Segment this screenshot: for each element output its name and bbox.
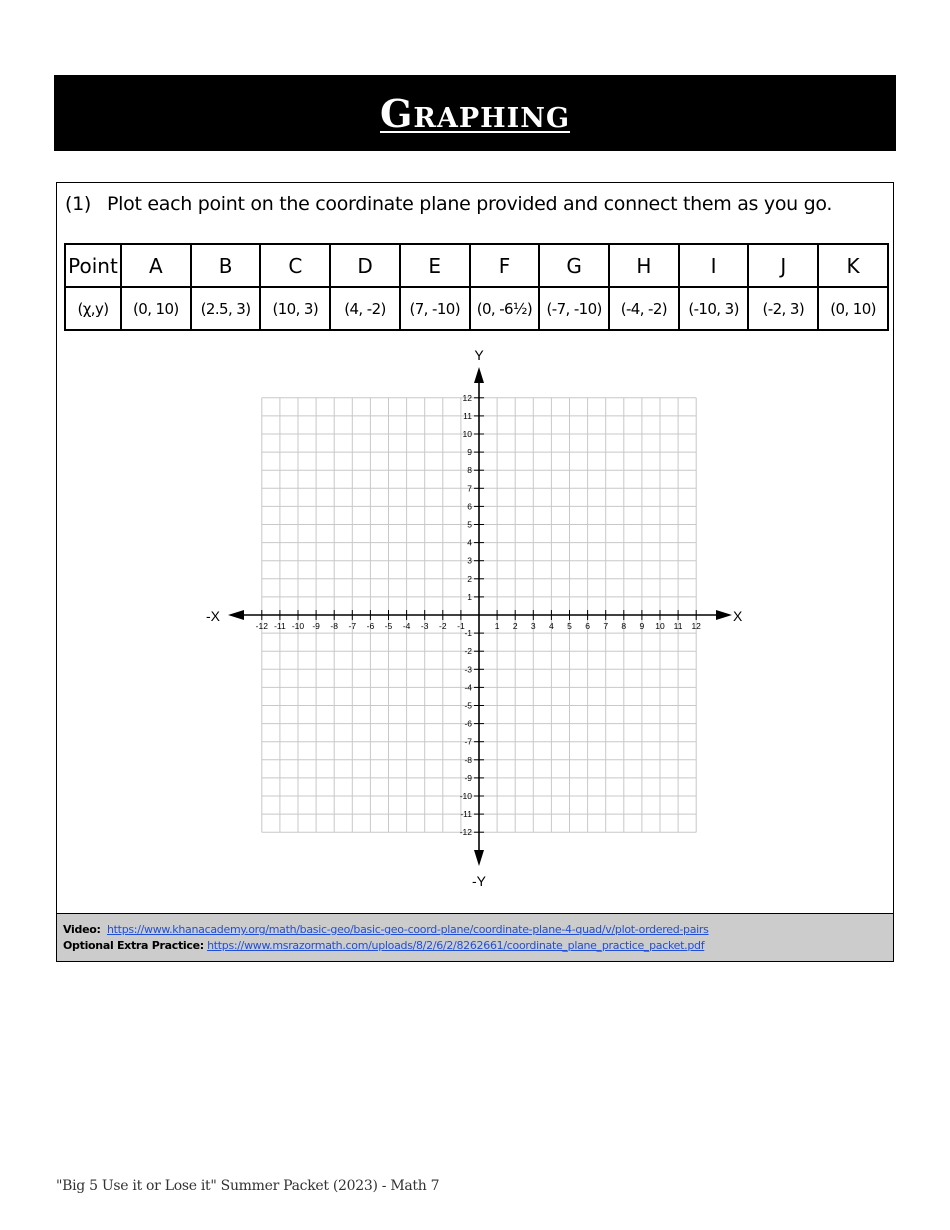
y-tick-label: 1 [467,591,472,602]
y-tick-label: 9 [467,447,472,458]
x-tick-label: -2 [439,621,447,631]
x-axis-arrow-left [228,610,244,620]
point-name-cell: H [609,244,679,287]
x-tick-label: 12 [691,621,701,631]
x-tick-label: -5 [384,621,393,631]
y-axis-arrow-up [474,367,484,383]
y-tick-label: -2 [464,646,472,657]
y-tick-label: -5 [464,700,472,711]
point-name-cell: C [260,244,330,287]
point-coord-cell: (0, -6½) [470,287,540,330]
point-coord-cell: (4, -2) [330,287,400,330]
point-name-cell: A [121,244,191,287]
problem-number: (1) [65,193,92,215]
y-tick-label: -4 [464,682,472,693]
x-tick-label: -9 [312,621,320,631]
video-label: Video: [63,923,101,936]
x-tick-label: 11 [673,621,683,631]
y-tick-label: -9 [464,772,472,783]
practice-label: Optional Extra Practice: [63,939,204,952]
point-coord-cell: (0, 10) [818,287,888,330]
y-axis-label: Y [474,347,484,363]
y-tick-label: -12 [459,827,472,838]
point-coord-cell: (7, -10) [400,287,470,330]
x-tick-label: -10 [291,621,305,631]
y-tick-label: 11 [463,410,472,421]
x-tick-label: -4 [402,621,411,631]
point-coord-cell: (-4, -2) [609,287,679,330]
video-link[interactable]: https://www.khanacademy.org/math/basic-geo/basic-geo-coord-plane/coordinate-plane-4-quad/v/plot-ordered-pairs [107,923,709,936]
point-name-cell: G [539,244,609,287]
x-axis-arrow-right [716,610,732,620]
table-row-label: (χ,y) [65,287,121,330]
y-tick-label: -7 [464,736,472,747]
point-coord-cell: (2.5, 3) [191,287,261,330]
x-tick-label: 5 [567,621,572,631]
x-tick-label: 7 [603,621,609,631]
point-coord-cell: (10, 3) [260,287,330,330]
neg-x-axis-label: -X [206,608,220,624]
x-tick-label: 6 [585,621,590,631]
x-tick-label: -12 [255,621,268,631]
y-tick-label: 4 [467,537,472,548]
y-tick-label: -10 [459,791,472,801]
y-tick-label: -1 [464,628,472,639]
point-coord-cell: (-7, -10) [539,287,609,330]
x-tick-label: 9 [639,621,645,631]
y-tick-label: 6 [467,501,472,512]
y-tick-label: 8 [467,465,472,476]
y-tick-label: 12 [462,392,472,403]
y-tick-label: 3 [467,555,472,566]
x-tick-label: 3 [530,621,536,631]
x-tick-label: -7 [348,621,357,631]
point-name-cell: F [470,244,540,287]
x-tick-label: 10 [655,621,665,631]
page-footer: "Big 5 Use it or Lose it" Summer Packet (2023) - Math 7 [56,1178,440,1194]
point-name-cell: K [818,244,888,287]
x-tick-label: 8 [621,621,627,631]
x-tick-label: 4 [549,621,554,631]
x-tick-label: -8 [330,621,338,631]
practice-link[interactable]: https://www.msrazormath.com/uploads/8/2/6/2/8262661/coordinate_plane_practice_packet.pdf [207,939,705,952]
point-name-cell: J [748,244,818,287]
y-tick-label: 7 [467,483,472,494]
point-coord-cell: (-10, 3) [679,287,749,330]
x-tick-label: -11 [274,621,286,631]
x-tick-label: -3 [420,621,429,631]
table-header-label: Point [65,244,121,287]
point-coord-cell: (0, 10) [121,287,191,330]
y-tick-label: -8 [464,754,472,765]
point-coord-cell: (-2, 3) [748,287,818,330]
point-name-cell: E [400,244,470,287]
x-tick-label: -1 [457,621,465,631]
point-name-cell: I [679,244,749,287]
y-tick-label: -11 [460,809,472,820]
x-tick-label: 2 [512,621,518,631]
x-axis-label: X [733,608,743,624]
y-tick-label: 5 [467,519,472,530]
page-title: Graphing [379,90,571,136]
y-axis-arrow-down [474,850,484,866]
point-name-cell: B [191,244,261,287]
y-tick-label: -6 [464,718,472,729]
y-tick-label: 10 [462,429,472,439]
neg-y-axis-label: -Y [472,873,486,889]
point-name-cell: D [330,244,400,287]
instruction-text: Plot each point on the coordinate plane provided and connect them as you go. [107,193,833,215]
x-tick-label: 1 [494,621,500,631]
x-tick-label: -6 [366,621,375,631]
y-tick-label: 2 [467,573,472,584]
y-tick-label: -3 [464,664,472,675]
